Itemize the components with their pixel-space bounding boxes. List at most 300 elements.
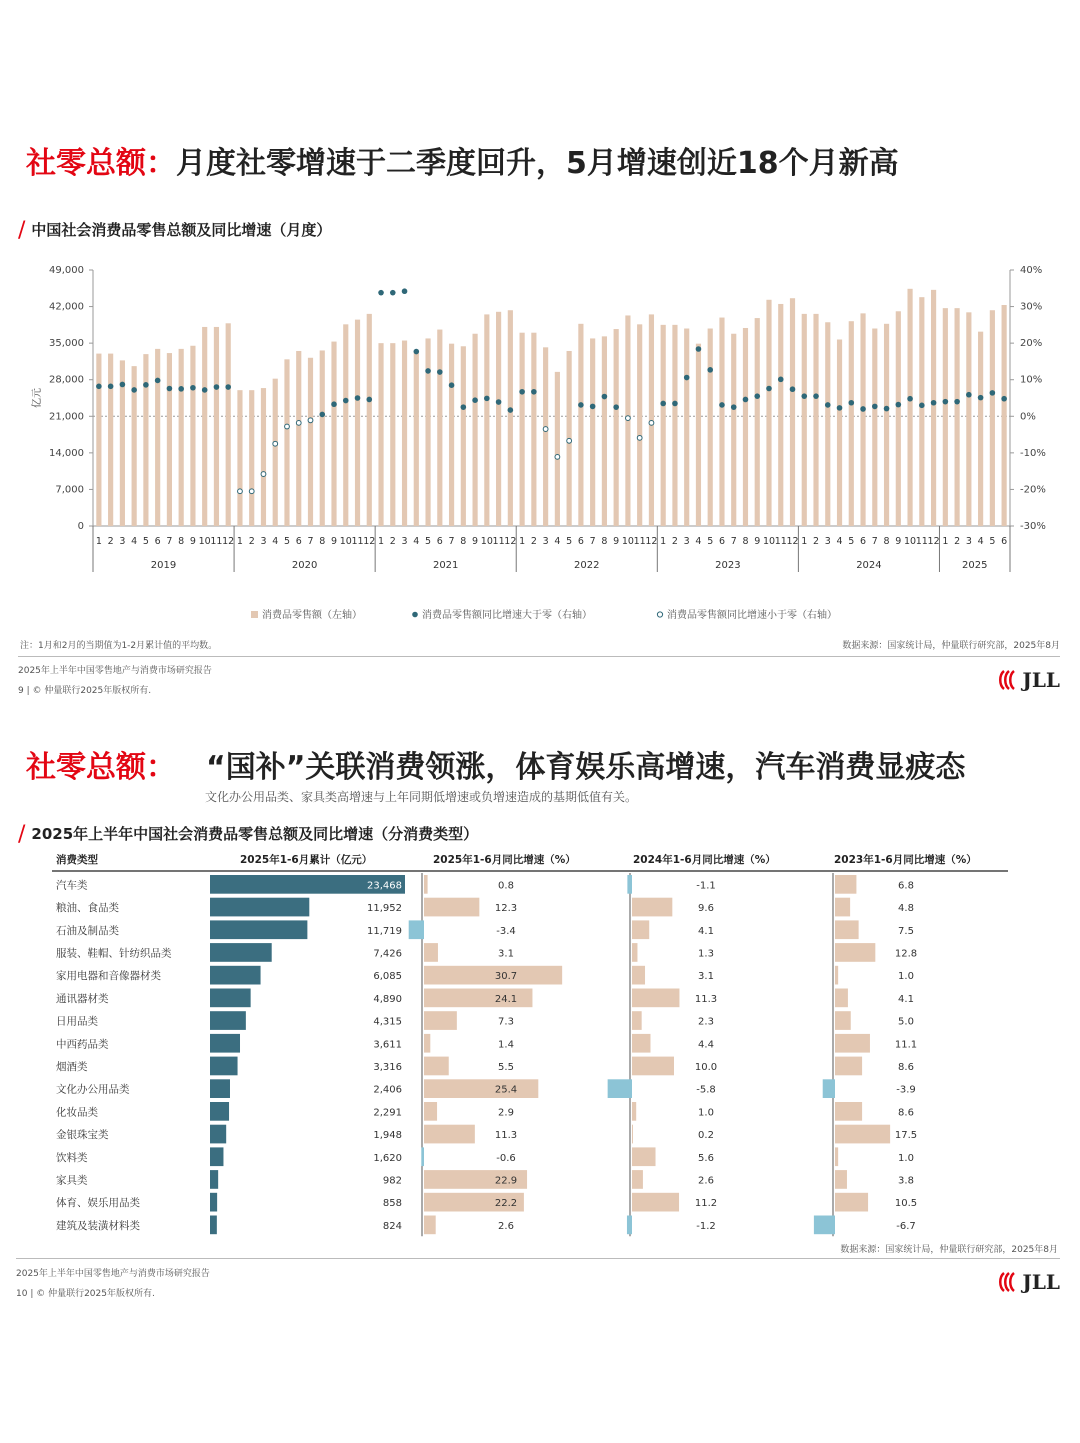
growth-value-label: 24.1 [494,993,518,1005]
total-value-label: 6,085 [373,971,402,983]
growth-bar [632,966,645,985]
month-tick-label: 2 [954,536,961,547]
total-bar [210,1193,217,1212]
total-value-label: 1,948 [373,1130,402,1142]
month-tick-label: 4 [413,536,420,547]
legend-dot-negative [657,612,662,617]
page1-footer-report: 2025年上半年中国零售地产与消费市场研究报告 [18,666,212,676]
growth-bar [424,966,562,985]
month-tick-label: 7 [307,536,314,547]
growth-dot-positive [766,386,772,392]
total-bar [210,898,309,917]
retail-bar [414,353,419,526]
growth-value-label: 11.1 [894,1039,918,1051]
month-tick-label: 4 [272,536,279,547]
growth-bar [608,1079,632,1098]
month-tick-label: 10 [762,536,776,547]
growth-bar [632,989,679,1008]
growth-bar [835,1102,862,1121]
total-value-label: 858 [382,1198,402,1210]
growth-value-label: 7.5 [898,925,914,937]
page1-footer-copyright: 9 | © 仲量联行2025年版权所有. [18,686,152,696]
retail-bar [167,353,172,526]
growth-dot-positive [907,396,913,402]
growth-dot-positive [590,404,596,410]
retail-bar [472,334,477,526]
total-value-label: 3,611 [373,1039,402,1051]
category-label: 汽车类 [56,879,88,892]
growth-dot-negative [308,418,313,423]
y-axis-title: 亿元 [32,388,43,408]
month-tick-label: 11 [915,536,928,547]
month-tick-label: 8 [460,536,467,547]
month-tick-label: 3 [683,536,690,547]
growth-bar [632,898,672,917]
growth-dot-positive [484,396,490,402]
growth-dot-negative [649,420,654,425]
growth-dot-negative [567,438,572,443]
growth-value-label: 0.8 [498,880,514,892]
month-tick-label: 4 [554,536,561,547]
total-bar [210,989,251,1008]
month-tick-label: 12 [927,536,940,547]
growth-bar [632,1147,656,1166]
legend-label: 消费品零售额同比增速大于零（右轴） [422,610,592,621]
legend-label: 消费品零售额（左轴） [262,610,362,621]
chart2-heading-text: 2025年上半年中国社会消费品零售总额及同比增速（分消费类型） [31,825,479,843]
growth-dot-negative [555,454,560,459]
retail-bar [872,329,877,526]
growth-value-label: 5.5 [498,1061,514,1073]
retail-bar [355,320,360,526]
growth-dot-positive [343,398,349,404]
growth-dot-negative [637,435,642,440]
growth-bar [632,1170,643,1189]
monthly-retail-chart [0,258,1080,658]
growth-bar [424,1034,430,1053]
growth-bar [835,1057,862,1076]
page1-title-red: 社零总额： [26,146,176,181]
retail-bar [331,342,336,526]
retail-bar [743,328,748,526]
growth-dot-negative [285,424,290,429]
growth-dot-positive [919,403,925,409]
growth-dot-positive [202,387,208,393]
month-tick-label: 1 [660,536,667,547]
retail-bar [907,289,912,526]
growth-bar [424,898,479,917]
month-tick-label: 12 [645,536,658,547]
month-tick-label: 1 [95,536,102,547]
right-tick-label: -20% [1020,484,1046,496]
month-tick-label: 12 [504,536,517,547]
growth-value-label: 4.1 [898,993,914,1005]
month-tick-label: 7 [589,536,596,547]
growth-dot-positive [778,377,784,383]
growth-bar [632,1057,674,1076]
growth-dot-positive [754,393,760,399]
month-tick-label: 9 [330,536,338,547]
retail-bar [531,333,536,526]
retail-bar [273,379,278,526]
growth-value-label: 4.4 [698,1039,714,1051]
growth-dot-positive [813,393,819,399]
retail-bar [155,349,160,526]
growth-value-label: -1.2 [696,1220,716,1232]
growth-bar [835,920,859,939]
month-tick-label: 6 [860,536,867,547]
month-tick-label: 4 [836,536,843,547]
total-value-label: 824 [382,1220,402,1232]
month-tick-label: 10 [480,536,493,547]
growth-dot-negative [249,489,254,494]
growth-value-label: 2.9 [498,1107,514,1119]
growth-bar [424,1125,475,1144]
month-tick-label: 5 [425,536,432,547]
category-label: 石油及制品类 [56,924,119,937]
month-tick-label: 3 [119,536,126,547]
growth-bar [421,1147,424,1166]
growth-dot-positive [884,406,890,412]
page1-title [26,138,899,182]
growth-bar [835,989,848,1008]
month-tick-label: 8 [178,536,185,547]
growth-dot-positive [190,385,196,391]
growth-dot-positive [519,389,525,395]
category-label: 体育、娱乐用品类 [56,1197,140,1210]
retail-bar [449,344,454,526]
page1-title-main: 月度社零增速于二季度回升，5月增速创近18个月新高 [176,146,899,181]
growth-dot-positive [825,402,831,408]
growth-bar [835,1193,868,1212]
right-tick-label: 10% [1020,374,1043,386]
growth-dot-negative [273,441,278,446]
left-tick-label: 14,000 [49,447,84,459]
growth-dot-positive [801,393,807,399]
growth-dot-positive [719,402,725,408]
total-bar [210,920,307,939]
page2-title-main: “国补”关联消费领涨，体育娱乐高增速，汽车消费显疲态 [206,750,966,785]
growth-value-label: -3.4 [496,925,516,937]
growth-value-label: 4.8 [898,903,914,915]
retail-bar [1002,305,1007,526]
retail-bar [825,322,830,526]
page2-title [26,742,965,786]
growth-value-label: 3.8 [898,1175,914,1187]
growth-dot-positive [966,392,972,398]
retail-bar [284,359,289,526]
growth-dot-positive [978,395,984,401]
month-tick-label: 1 [801,536,808,547]
total-bar [210,1011,246,1030]
growth-dot-positive [331,401,337,407]
month-tick-label: 5 [707,536,714,547]
growth-dot-positive [790,386,796,392]
column-header: 2023年1-6月同比增速（%） [834,854,977,866]
month-tick-label: 5 [142,536,149,547]
category-label: 服装、鞋帽、针纺织品类 [56,947,172,960]
growth-dot-positive [96,383,102,389]
left-tick-label: 0 [77,521,84,532]
retail-bar [378,343,383,526]
month-tick-label: 4 [977,536,984,547]
month-tick-label: 7 [871,536,878,547]
left-tick-label: 28,000 [49,374,84,386]
growth-value-label: 11.3 [494,1130,518,1142]
slash-icon: / [18,218,26,243]
month-tick-label: 1 [236,536,243,547]
growth-bar [835,1034,870,1053]
year-label: 2023 [715,560,741,571]
growth-dot-negative [296,420,301,425]
month-tick-label: 8 [319,536,326,547]
retail-bar [896,311,901,526]
growth-value-label: -6.7 [896,1220,916,1232]
category-label: 文化办公用品类 [56,1083,130,1096]
retail-bar [96,354,101,526]
total-bar [210,943,272,962]
retail-bar [637,324,642,526]
category-label: 粮油、食品类 [56,902,119,915]
growth-dot-positive [707,367,713,373]
growth-dot-positive [437,369,443,375]
growth-dot-positive [225,384,231,390]
growth-dot-positive [355,395,361,401]
growth-dot-positive [613,404,619,410]
total-bar [210,1216,217,1235]
growth-bar [632,943,637,962]
right-tick-label: 40% [1020,265,1043,276]
month-tick-label: 2 [530,536,537,547]
growth-dot-positive [178,386,184,392]
month-tick-label: 11 [351,536,364,547]
growth-bar [835,1125,890,1144]
month-tick-label: 9 [613,536,620,547]
growth-value-label: 2.6 [698,1175,714,1187]
chart1-note: 注：1月和2月的当期值为1-2月累计值的平均数。 [20,641,218,651]
month-tick-label: 5 [848,536,855,547]
retail-bar [402,341,407,526]
page2-footer-report: 2025年上半年中国零售地产与消费市场研究报告 [16,1269,210,1279]
growth-dot-positive [602,394,608,400]
growth-dot-negative [238,489,243,494]
month-tick-label: 9 [472,536,479,547]
growth-value-label: 0.2 [698,1130,714,1142]
retail-bar [108,354,113,526]
growth-bar [632,920,649,939]
growth-bar [424,943,438,962]
growth-dot-positive [214,384,220,390]
month-tick-label: 8 [742,536,749,547]
month-tick-label: 10 [198,536,211,547]
left-tick-label: 21,000 [49,411,84,423]
growth-dot-positive [143,382,149,388]
growth-dot-positive [378,290,384,296]
retail-bar [496,312,501,526]
retail-bar [766,300,771,526]
month-tick-label: 7 [166,536,173,547]
month-tick-label: 6 [577,536,584,547]
left-tick-label: 42,000 [49,301,84,313]
category-label: 建筑及装潢材料类 [56,1219,140,1232]
growth-value-label: 5.6 [698,1152,714,1164]
month-tick-label: 6 [154,536,161,547]
month-tick-label: 4 [131,536,138,547]
month-tick-label: 5 [283,536,291,547]
month-tick-label: 2 [107,536,114,547]
growth-value-label: 25.4 [494,1084,518,1096]
right-tick-label: 30% [1020,301,1043,313]
growth-dot-negative [261,472,266,477]
retail-bar [578,324,583,526]
growth-bar [424,1079,538,1098]
growth-dot-positive [896,402,902,408]
growth-dot-positive [672,401,678,407]
month-tick-label: 7 [448,536,455,547]
year-label: 2020 [291,560,318,571]
month-tick-label: 10 [904,536,917,547]
page2-title-red: 社零总额： [26,750,176,785]
growth-bar [632,1034,650,1053]
growth-dot-positive [931,400,937,406]
right-tick-label: -10% [1020,447,1046,459]
growth-dot-positive [508,407,514,413]
retail-bar [672,325,677,526]
growth-dot-negative [626,416,631,421]
growth-value-label: 1.4 [498,1039,514,1051]
growth-value-label: -1.1 [696,880,716,892]
retail-bar [543,347,548,526]
category-label: 家具类 [56,1174,88,1187]
growth-value-label: 2.6 [498,1220,514,1232]
growth-value-label: 10.5 [894,1198,918,1210]
retail-bar [919,297,924,526]
growth-dot-positive [496,399,502,405]
growth-bar [632,1193,679,1212]
retail-bar [308,358,313,526]
growth-dot-positive [837,405,843,411]
growth-dot-positive [390,290,396,296]
total-value-label: 1,620 [373,1152,402,1164]
month-tick-label: 9 [895,536,902,547]
retail-bar [778,304,783,526]
growth-value-label: -5.8 [696,1084,716,1096]
retail-bar [202,327,207,526]
month-tick-label: 12 [222,536,235,547]
category-label: 中西药品类 [56,1038,109,1051]
month-tick-label: 6 [436,536,443,547]
growth-bar [835,898,850,917]
column-header: 2025年1-6月累计（亿元） [240,854,373,866]
retail-bar [390,343,395,526]
retail-bar [719,318,724,526]
chart2-source: 数据来源：国家统计局，仲量联行研究部，2025年8月 [840,1245,1058,1255]
retail-bar [367,314,372,526]
growth-bar [424,1011,457,1030]
right-tick-label: 0% [1020,411,1036,423]
year-label: 2025 [962,560,988,571]
page2-footer-rule [16,1258,1060,1259]
retail-bar [990,310,995,526]
retail-bar [555,372,560,526]
total-bar [210,1079,230,1098]
left-tick-label: 35,000 [49,338,84,350]
month-tick-label: 1 [378,536,385,547]
growth-bar [632,1125,633,1144]
growth-value-label: 17.5 [894,1130,918,1142]
category-label: 通讯器材类 [56,992,109,1005]
growth-bar [835,966,838,985]
growth-value-label: 11.2 [694,1198,718,1210]
retail-bar [237,390,242,526]
growth-dot-positive [731,404,737,410]
column-header: 2024年1-6月同比增速（%） [633,854,776,866]
month-tick-label: 11 [774,536,787,547]
retail-bar [966,312,971,526]
growth-value-label: 10.0 [694,1061,718,1073]
growth-dot-positive [578,402,584,408]
right-tick-label: 20% [1020,338,1043,350]
column-header: 2025年1-6月同比增速（%） [433,854,576,866]
month-tick-label: 2 [248,536,255,547]
month-tick-label: 11 [492,536,505,547]
growth-dot-positive [860,406,866,412]
growth-value-label: 3.1 [698,971,714,983]
total-value-label: 2,406 [373,1084,402,1096]
total-value-label: 4,890 [373,993,402,1005]
growth-dot-positive [531,389,537,395]
month-tick-label: 11 [210,536,223,547]
chart1-heading-text: 中国社会消费品零售总额及同比增速（月度） [31,221,332,239]
slash-icon: / [18,822,26,847]
right-tick-label: -30% [1020,521,1046,532]
total-bar [210,1034,240,1053]
retail-bar [226,323,231,526]
growth-dot-positive [684,375,690,381]
retail-bar [249,390,254,526]
growth-bar [424,875,428,894]
year-label: 2021 [432,560,459,571]
month-tick-label: 11 [633,536,646,547]
growth-dot-positive [990,390,996,396]
retail-bar [837,339,842,526]
month-tick-label: 2 [671,536,678,547]
retail-bar [520,333,525,526]
growth-dot-positive [660,401,666,407]
growth-value-label: 7.3 [498,1016,514,1028]
growth-dot-positive [155,378,161,384]
retail-bar [849,321,854,526]
month-tick-label: 3 [260,536,267,547]
retail-bar [955,308,960,526]
retail-bar [860,313,865,526]
retail-bar [590,338,595,526]
growth-bar [835,1147,838,1166]
retail-bar [437,330,442,526]
month-tick-label: 3 [824,536,831,547]
growth-bar [424,1102,437,1121]
retail-bar [261,388,266,526]
growth-value-label: -0.6 [496,1152,516,1164]
jll-logo-text: JLL [1022,1270,1060,1294]
growth-bar [632,1011,642,1030]
retail-bar [484,314,489,526]
growth-value-label: 3.1 [498,948,514,960]
jll-mark-icon [998,1271,1020,1293]
growth-bar [814,1216,835,1235]
growth-bar [424,1057,449,1076]
retail-bar [684,329,689,526]
